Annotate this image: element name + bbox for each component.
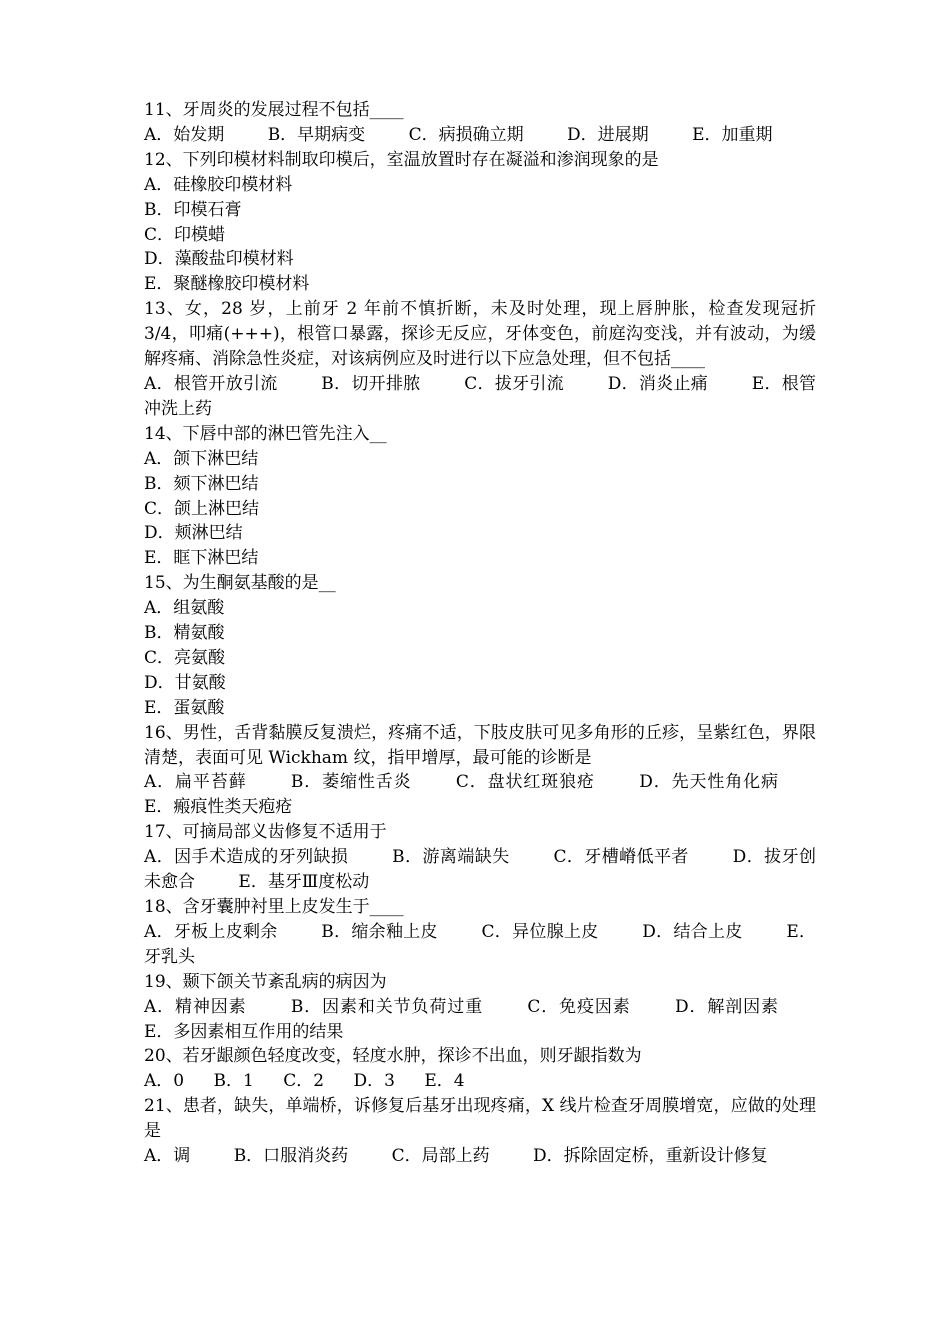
answer-option: A．始发期 <box>144 124 225 145</box>
question-stem: 14、下唇中部的淋巴管先注入__ <box>144 423 387 444</box>
answer-option: A．组氨酸 <box>144 598 225 619</box>
question-stem: 19、颞下颌关节紊乱病的病因为 <box>144 971 387 992</box>
answer-option: C．异位腺上皮 <box>481 921 599 942</box>
question-stem: 17、可摘局部义齿修复不适用于 <box>144 822 387 843</box>
answer-option: C．盘状红斑狼疮 <box>455 772 595 793</box>
answer-option: D．先天性角化病 <box>639 772 779 793</box>
answer-option: E．多因素相互作用的结果 <box>144 1021 344 1042</box>
option-list <box>144 1069 816 1094</box>
answer-option: C．拔牙引流 <box>464 373 564 394</box>
question-stem: 18、含牙囊肿衬里上皮发生于____ <box>144 897 404 917</box>
answer-option: D．拆除固定桥，重新设计修复 <box>533 1146 768 1167</box>
answer-option: D．解剖因素 <box>674 996 779 1017</box>
question-block <box>144 1044 816 1094</box>
answer-option: C．局部上药 <box>391 1146 490 1167</box>
option-list <box>144 770 816 820</box>
answer-option: D．3 <box>353 1071 395 1092</box>
question-block <box>144 297 816 422</box>
answer-option: B．口服消炎药 <box>233 1146 349 1167</box>
question-block <box>144 1094 816 1169</box>
option-list <box>144 920 816 970</box>
answer-option: B．印模石膏 <box>144 199 242 220</box>
answer-option: E．瘢痕性类天疱疮 <box>144 797 293 818</box>
answer-option: A．牙板上皮剩余 <box>144 921 278 942</box>
question-block <box>144 721 816 821</box>
answer-option: E．聚醚橡胶印模材料 <box>144 274 310 295</box>
answer-option: D．进展期 <box>567 124 649 145</box>
option-list <box>144 447 816 572</box>
option-list <box>144 372 816 422</box>
answer-option: E．加重期 <box>692 124 773 145</box>
answer-option: B．游离端缺失 <box>392 847 510 868</box>
answer-option: B．切开排脓 <box>321 373 421 394</box>
answer-option: C．免疫因素 <box>527 996 631 1017</box>
answer-option: E．眶下淋巴结 <box>144 548 259 569</box>
answer-option: A．0 <box>144 1071 185 1092</box>
answer-option: B．因素和关节负荷过重 <box>290 996 484 1017</box>
question-stem: 15、为生酮氨基酸的是__ <box>144 573 336 594</box>
option-list <box>144 995 816 1045</box>
question-block <box>144 422 816 571</box>
answer-option: B．1 <box>213 1071 254 1092</box>
question-stem: 12、下列印模材料制取印模后，室温放置时存在凝溢和渗润现象的是 <box>144 149 659 170</box>
answer-option: C．病损确立期 <box>408 124 524 145</box>
answer-option: D．颊淋巴结 <box>144 523 243 544</box>
question-stem: 20、若牙龈颜色轻度改变，轻度水肿，探诊不出血，则牙龈指数为 <box>144 1046 642 1067</box>
answer-option: D．结合上皮 <box>642 921 743 942</box>
question-stem: 21、患者，缺失，单端桥，诉修复后基牙出现疼痛，X 线片检查牙周膜增宽，应做的处理是 <box>144 1096 816 1142</box>
answer-option: B．颏下淋巴结 <box>144 473 259 494</box>
option-list <box>144 596 816 721</box>
option-list <box>144 1144 816 1169</box>
answer-option: A．根管开放引流 <box>144 373 278 394</box>
question-block <box>144 148 816 297</box>
answer-option: E．蛋氨酸 <box>144 697 225 718</box>
answer-option: B．早期病变 <box>267 124 366 145</box>
question-stem: 16、男性，舌背黏膜反复溃烂，疼痛不适，下肢皮肤可见多角形的丘疹，呈紫红色，界限清楚，表面可见 Wickham 纹，指甲增厚，最可能的诊断是 <box>144 722 816 768</box>
answer-option: E．基牙Ⅲ度松动 <box>238 872 370 893</box>
answer-option: C．颌上淋巴结 <box>144 498 260 519</box>
question-block <box>144 98 816 148</box>
question-block <box>144 895 816 970</box>
question-stem: 11、牙周炎的发展过程不包括____ <box>144 100 404 120</box>
answer-option: C．2 <box>283 1071 325 1092</box>
option-list <box>144 123 816 148</box>
answer-option: D．拔牙创未愈合 <box>144 847 816 893</box>
answer-option: C．牙槽嵴低平者 <box>553 847 689 868</box>
answer-option: A．精神因素 <box>144 996 247 1017</box>
question-block <box>144 970 816 1045</box>
answer-option: A．硅橡胶印模材料 <box>144 174 293 195</box>
question-block <box>144 820 816 895</box>
answer-option: E．牙乳头 <box>144 921 817 967</box>
answer-option: D．消炎止痛 <box>607 373 709 394</box>
answer-option: C．亮氨酸 <box>144 647 226 668</box>
answer-option: E．4 <box>424 1071 465 1092</box>
answer-option: A．调 <box>144 1146 191 1167</box>
option-list <box>144 845 816 895</box>
answer-option: D．藻酸盐印模材料 <box>144 249 294 270</box>
answer-option: E．根管冲洗上药 <box>144 373 817 419</box>
answer-option: A．因手术造成的牙列缺损 <box>144 847 349 868</box>
answer-option: B．萎缩性舌炎 <box>290 772 412 793</box>
answer-option: A．颌下淋巴结 <box>144 448 259 469</box>
answer-option: B．缩余釉上皮 <box>321 921 438 942</box>
option-list <box>144 173 816 298</box>
answer-option: A．扁平苔藓 <box>144 772 247 793</box>
question-block <box>144 571 816 720</box>
question-list <box>144 98 816 1169</box>
answer-option: B．精氨酸 <box>144 623 225 644</box>
answer-option: C．印模蜡 <box>144 224 226 245</box>
answer-option: D．甘氨酸 <box>144 672 226 693</box>
question-stem: 13、女，28 岁，上前牙 2 年前不慎折断，未及时处理，现上唇肿胀，检查发现冠折 3/4，叩痛(+++)，根管口暴露，探诊无反应，牙体变色，前庭沟变浅，并有波动，为缓解疼痛、消除急性炎症，对该病例应及时进行以下应急处理，但不包括____ <box>144 299 816 370</box>
